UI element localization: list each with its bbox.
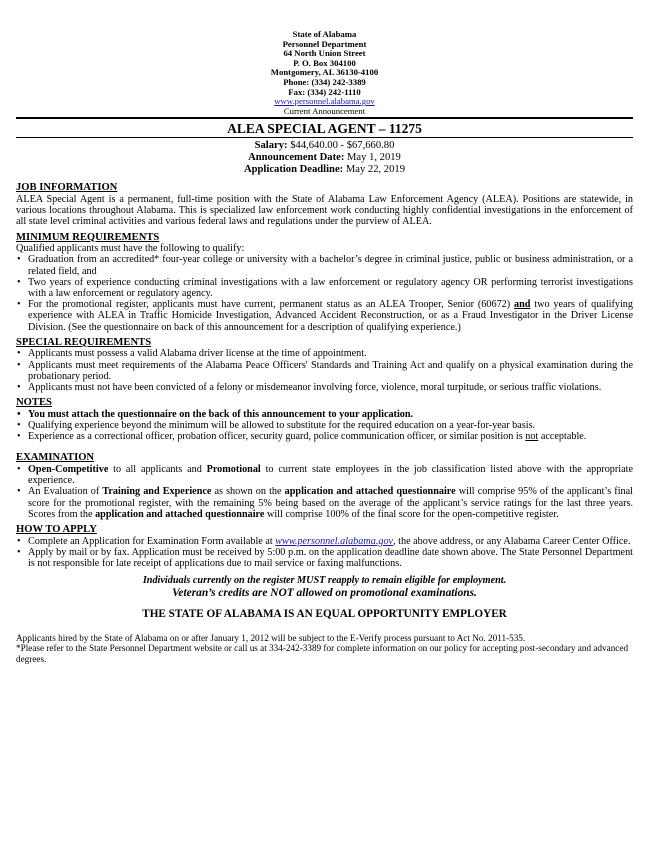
- deadline-value: May 22, 2019: [345, 164, 405, 176]
- notes-heading: NOTES: [16, 397, 52, 409]
- veteran-notice: Veteran’s credits are NOT allowed on promotional examinations.: [172, 586, 477, 599]
- text-run: as shown on the: [211, 486, 285, 498]
- equal-opportunity-statement: THE STATE OF ALABAMA IS AN EQUAL OPPORTUNITY EMPLOYER: [142, 608, 507, 621]
- list-item: • Applicants must possess a valid Alabama driver license at the time of appointment.: [16, 348, 633, 359]
- minimum-requirements-heading: MINIMUM REQUIREMENTS: [16, 231, 160, 243]
- examination-heading: EXAMINATION: [16, 452, 95, 464]
- emphasis-and: and: [514, 299, 531, 311]
- list-item: • Applicants must not have been convicted of a felony or misdemeanor involving force, violence, moral turpitude, or serious traffic violations.: [16, 382, 633, 393]
- text-run: acceptable.: [538, 431, 587, 443]
- emphasis-not: not: [525, 431, 539, 443]
- text-run: will comprise 95% of the applicant’s final score for the promotional register, with the remaining 5% being based on the average of the applicant’s service ratings for the last three years. Scores from the: [28, 486, 633, 520]
- special-requirements-heading: SPECIAL REQUIREMENTS: [16, 336, 152, 348]
- agency-header: [16, 30, 633, 116]
- text-run: application and attached questionnaire: [95, 508, 265, 520]
- text-run: Promotional: [206, 463, 261, 475]
- text-run: application and attached questionnaire: [284, 486, 456, 498]
- text-run: Open-Competitive: [28, 463, 109, 475]
- list-item: [16, 536, 633, 547]
- list-item: • Qualifying experience beyond the minimum will be allowed to substitute for the required education on a year-for-year basis.: [16, 420, 633, 431]
- announcement-page: [16, 30, 633, 664]
- degree-policy-note: *Please refer to the State Personnel Department website or call us at 334-242-3389 for complete information on our policy for accepting post-secondary and advanced degrees.: [16, 643, 629, 664]
- title-rule-bottom: [16, 137, 633, 138]
- minimum-intro: Qualified applicants must have the following to qualify:: [16, 243, 245, 255]
- announcement-status: Current Announcement: [283, 105, 366, 116]
- street-address: 64 North Union Street: [283, 48, 366, 59]
- phone-number: Phone: (334) 242-3389: [283, 76, 366, 87]
- text-run: An Evaluation of: [28, 486, 103, 498]
- reapply-notice: Individuals currently on the register MUST reapply to remain eligible for employment.: [142, 575, 507, 587]
- text-run: Experience as a correctional officer, probation officer, security guard, police communication officer, or similar position is: [28, 431, 526, 443]
- text-run: Complete an Application for Examination Form available at: [28, 535, 276, 547]
- announcement-date-label: Announcement Date:: [248, 152, 345, 164]
- announcement-date-line: [16, 152, 633, 164]
- everify-note: Applicants hired by the State of Alabama on or after January 1, 2012 will be subject to the E-Verify process pursuant to Act No. 2011-535.: [16, 632, 526, 643]
- fax-number: Fax: (334) 242-1110: [288, 86, 361, 97]
- city-state-zip: Montgomery, AL 36130-4100: [270, 67, 379, 78]
- agency-name: State of Alabama: [292, 29, 357, 39]
- text-run: For the promotional register, applicants must have current, permanent status as an ALEA Trooper, Senior (60672): [28, 299, 515, 311]
- list-item: [16, 486, 633, 520]
- text-run: , the above address, or any Alabama Career Center Office.: [393, 535, 631, 547]
- deadline-line: [16, 164, 633, 176]
- list-item: • Two years of experience conducting criminal investigations with a law enforcement or regulatory agency OR performing terrorist investigations with a law enforcement or regulatory agency.: [16, 277, 633, 299]
- how-to-apply-list: [16, 536, 633, 570]
- salary-value: $44,640.00 - $67,660.80: [290, 140, 395, 152]
- footer: [16, 633, 633, 664]
- text-run: will comprise 100% of the final score for the open-competitive register.: [264, 508, 559, 520]
- list-item: [16, 299, 633, 333]
- list-item: [16, 464, 633, 486]
- job-information-text: ALEA Special Agent is a permanent, full-time position with the State of Alabama Law Enforcement Agency (ALEA). Positions are statewide, in various locations throughout Alabama. This is specialized law enforcement work conducting highly confidential investigations in the enforcement of all state level criminal activities and various federal laws and regulations under the purview of ALEA.: [16, 193, 633, 228]
- po-box: P. O. Box 304100: [293, 57, 356, 68]
- text-run: two years of qualifying experience with ALEA in Traffic Homicide Investigation, Advanced Accident Reconstruction, or as a Fraud Investigator in the Driver License Division. (See the questionnaire on back of this announcement for a description of qualifying experience.): [28, 299, 633, 333]
- salary-label: Salary:: [254, 140, 288, 152]
- title-rule-top: [16, 117, 633, 119]
- job-information-heading: JOB INFORMATION: [16, 182, 118, 194]
- announcement-date-value: May 1, 2019: [347, 152, 401, 164]
- salary-line: [16, 140, 633, 152]
- list-item: • You must attach the questionnaire on the back of this announcement to your application.: [16, 409, 633, 420]
- special-requirements-list: [16, 348, 633, 393]
- notes-list: [16, 409, 633, 443]
- list-item: • Graduation from an accredited* four-year college or university with a bachelor’s degree in criminal justice, public or business administration, or a related field, and: [16, 254, 633, 276]
- deadline-label: Application Deadline:: [244, 164, 344, 176]
- page-title: ALEA SPECIAL AGENT – 11275: [227, 121, 422, 137]
- text-run: to all applicants and: [108, 463, 207, 475]
- website-link[interactable]: www.personnel.alabama.gov: [274, 96, 375, 107]
- examination-list: [16, 464, 633, 520]
- list-item: • Apply by mail or by fax. Application must be received by 5:00 p.m. on the application deadline date shown above. The State Personnel Department is not responsible for late receipt of applications due to mail service or faxing malfunctions.: [16, 547, 633, 569]
- minimum-requirements-list: [16, 254, 633, 332]
- list-item: [16, 431, 633, 442]
- how-to-apply-heading: HOW TO APPLY: [16, 523, 97, 535]
- text-run: Training and Experience: [102, 486, 212, 498]
- application-form-link[interactable]: www.personnel.alabama.gov: [275, 535, 394, 547]
- department-name: Personnel Department: [282, 38, 367, 49]
- text-run: to current state employees in the job classification listed above with the appropriate experience.: [28, 463, 633, 487]
- list-item: • Applicants must meet requirements of the Alabama Peace Officers' Standards and Training Act and qualify on a physical examination during the probationary period.: [16, 360, 633, 382]
